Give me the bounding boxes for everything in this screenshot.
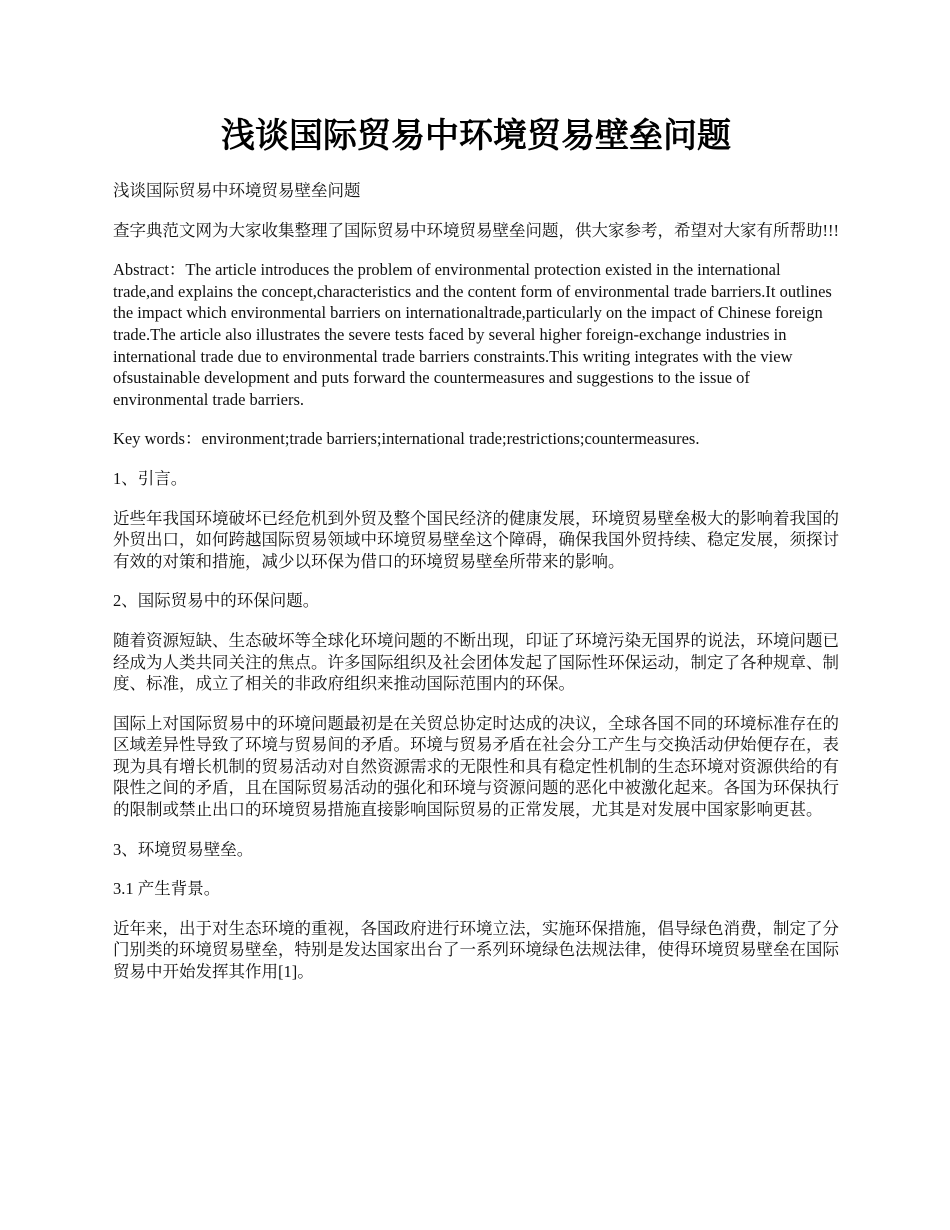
section-1-heading: 1、引言。 xyxy=(113,468,188,488)
section-3-1-paragraph-1: 近年来，出于对生态环境的重视，各国政府进行环境立法，实施环保措施，倡导绿色消费，制定了分门别类的环境贸易壁垒，特别是发达国家出台了一系列环境绿色法规法律，使得环境贸易壁垒在国际贸易中开始发挥其作用[1]。 xyxy=(113,918,839,982)
section-3-heading: 3、环境贸易壁垒。 xyxy=(113,839,254,859)
document-title: 浅谈国际贸易中环境贸易壁垒问题 xyxy=(221,116,731,156)
section-1-paragraph-1: 近些年我国环境破坏已经危机到外贸及整个国民经济的健康发展，环境贸易壁垒极大的影响着我国的外贸出口，如何跨越国际贸易领域中环境贸易壁垒这个障碍，确保我国外贸持续、稳定发展，须探讨有效的对策和措施，减少以环保为借口的环境贸易壁垒所带来的影响。 xyxy=(113,508,839,571)
section-2-paragraph-1: 随着资源短缺、生态破坏等全球化环境问题的不断出现，印证了环境污染无国界的说法，环境问题已经成为人类共同关注的焦点。许多国际组织及社会团体发起了国际性环保运动，制定了各种规章、制度、标准，成立了相关的非政府组织来推动国际范围内的环保。 xyxy=(113,630,839,694)
document-body xyxy=(113,180,843,1001)
section-2-paragraph-2: 国际上对国际贸易中的环境问题最初是在关贸总协定时达成的决议，全球各国不同的环境标准存在的区域差异性导致了环境与贸易间的矛盾。环境与贸易矛盾在社会分工产生与交换活动伊始便存在，表现为具有增长机制的贸易活动对自然资源需求的无限性和具有稳定性机制的生态环境对资源供给的有限性之间的矛盾，且在国际贸易活动的强化和环境与资源问题的恶化中被激化起来。各国为环保执行的限制或禁止出口的环境贸易措施直接影响国际贸易的正常发展，尤其是对发展中国家影响更甚。 xyxy=(113,713,839,820)
intro-paragraph: 查字典范文网为大家收集整理了国际贸易中环境贸易壁垒问题，供大家参考，希望对大家有所帮助!!! xyxy=(113,220,839,240)
abstract-paragraph: Abstract：The article introduces the problem of environmental protection existed in the international trade,and explains the concept,characteristics and the content form of environmental trade barriers.It outlines the impact which environmental barriers on internationaltrade,particularly on the impact of Chinese foreign trade.The article also illustrates the severe tests faced by several higher foreign-exchange industries in international trade due to environmental trade barriers constraints.This writing integrates with the view ofsustainable development and puts forward the countermeasures and suggestions to the issue of environmental trade barriers. xyxy=(113,260,832,409)
document-subtitle: 浅谈国际贸易中环境贸易壁垒问题 xyxy=(113,181,361,200)
section-3-1-heading: 3.1 产生背景。 xyxy=(113,879,221,899)
keywords-paragraph: Key words：environment;trade barriers;international trade;restrictions;countermeasures. xyxy=(113,429,700,449)
section-2-heading: 2、国际贸易中的环保问题。 xyxy=(113,591,320,611)
